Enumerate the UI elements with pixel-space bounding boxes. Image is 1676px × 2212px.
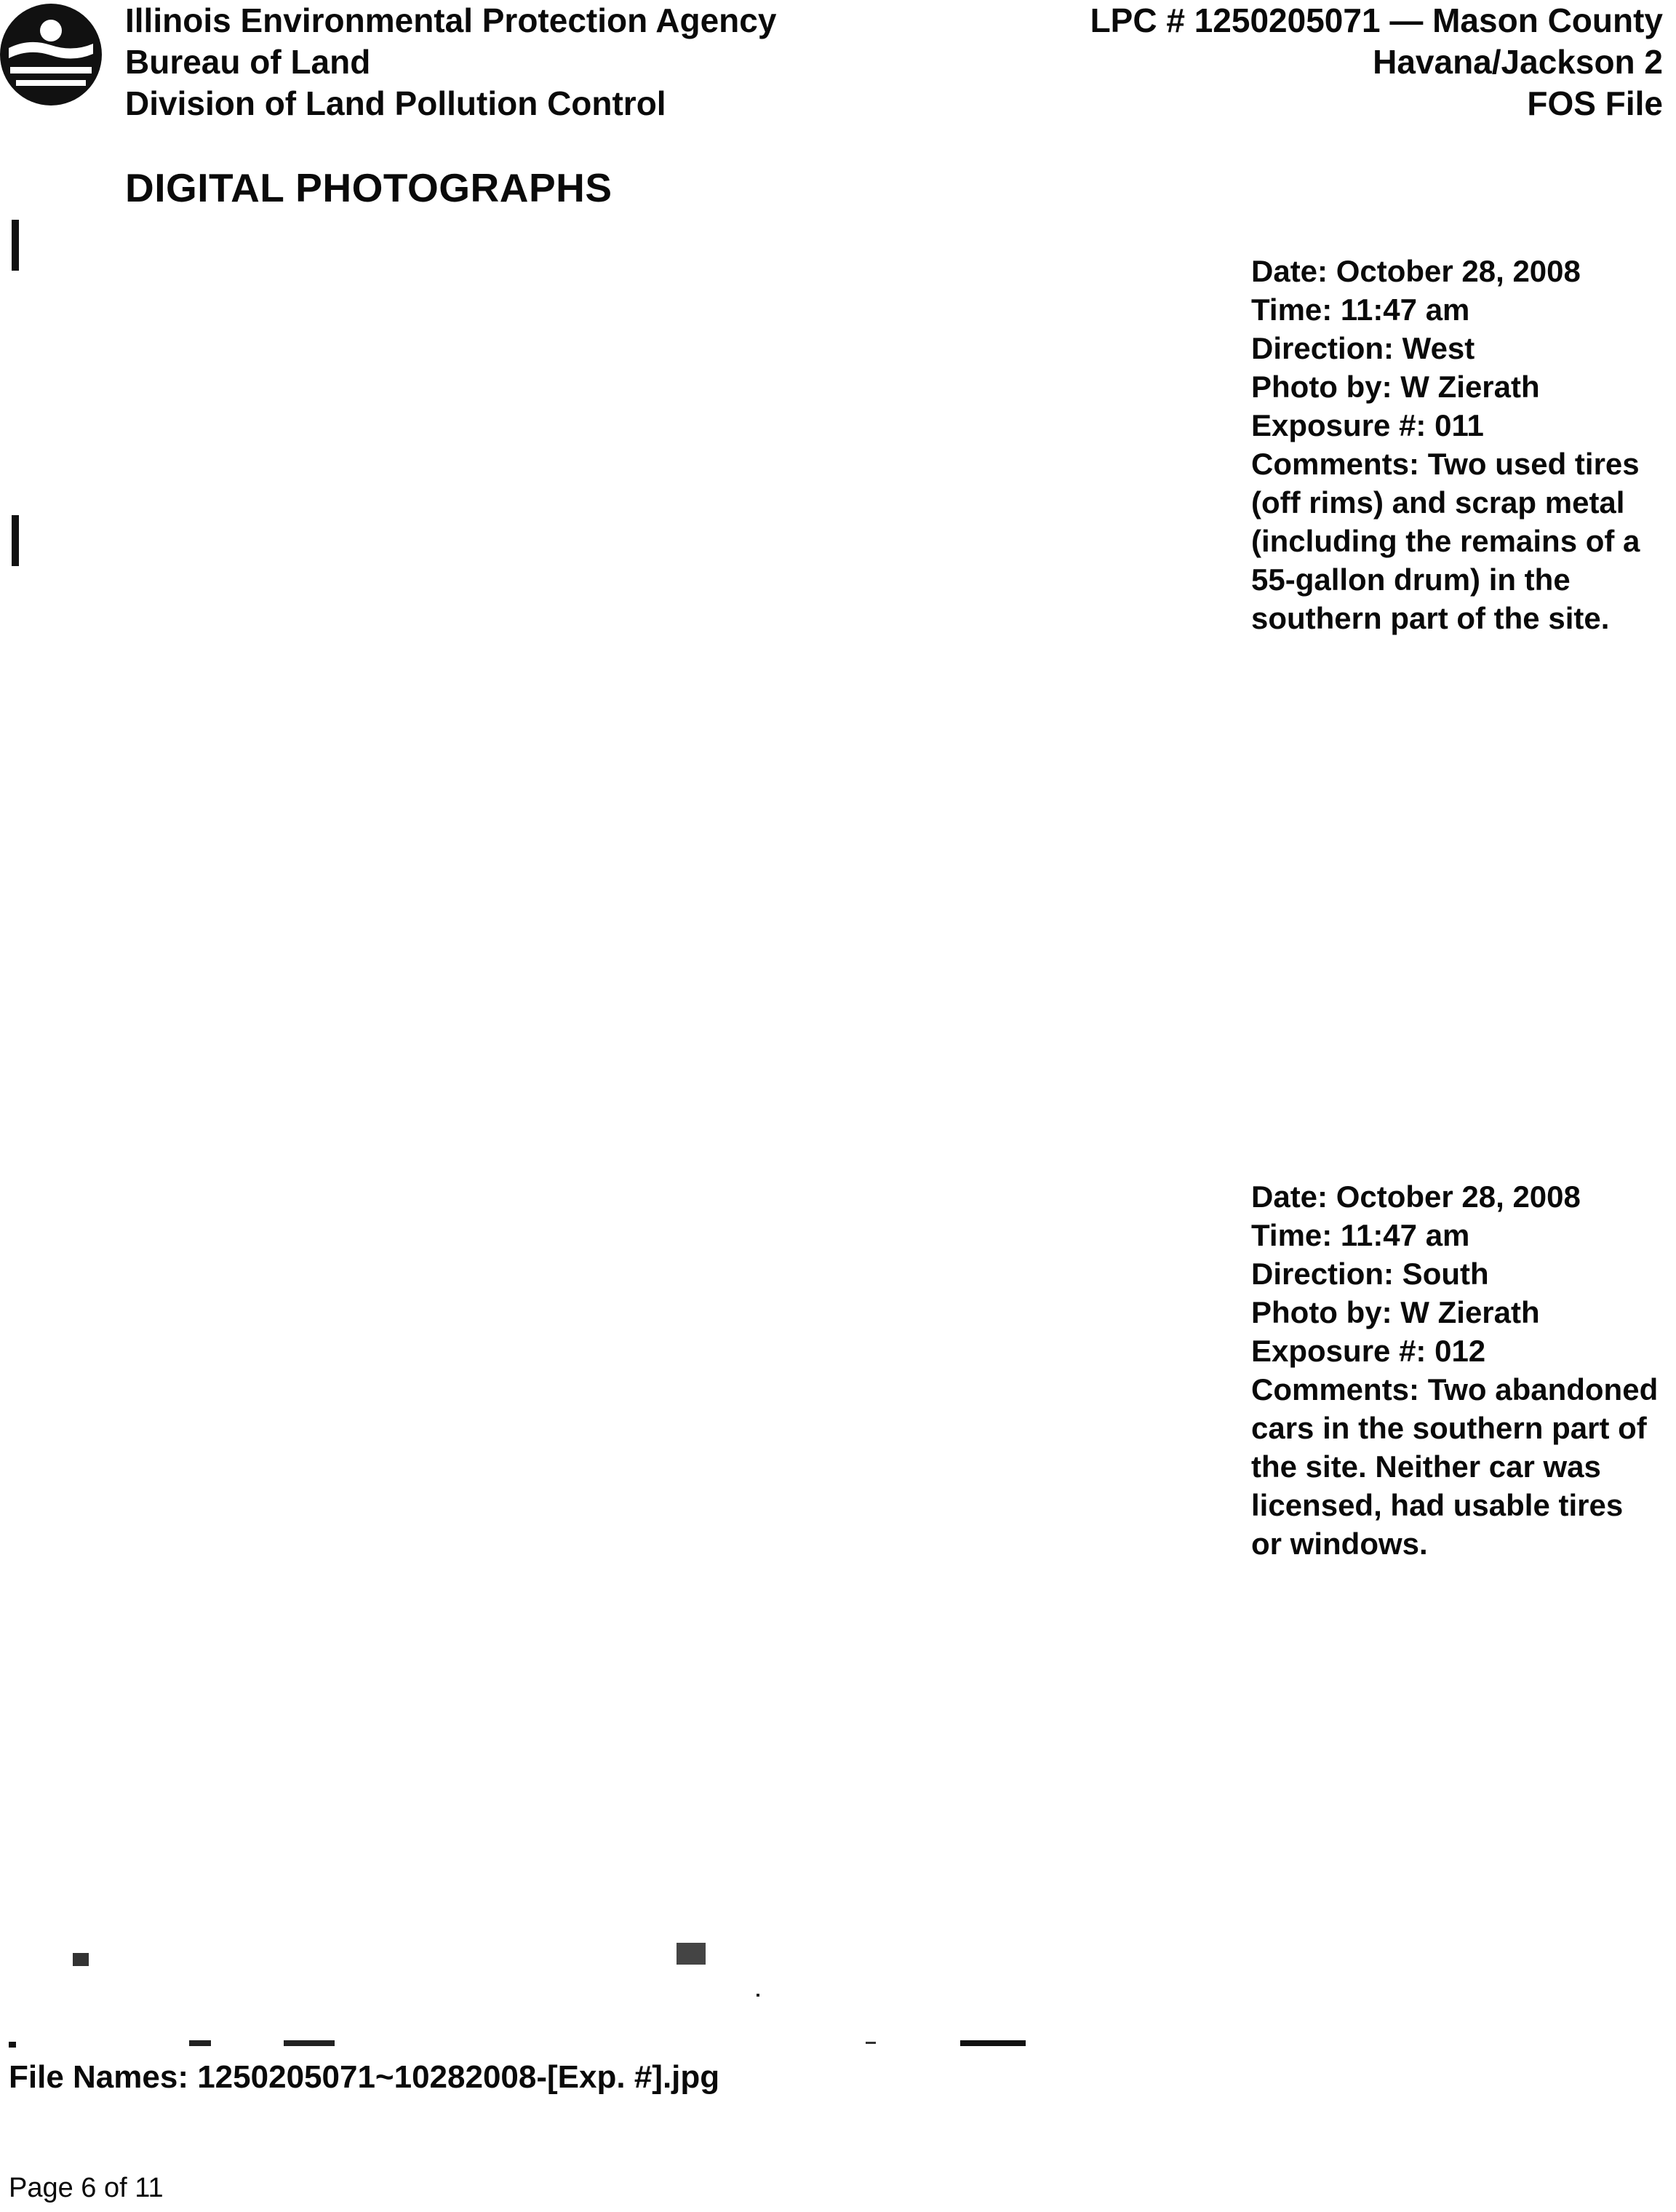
agency-block bbox=[125, 0, 776, 124]
photo-date: Date: October 28, 2008 bbox=[1251, 254, 1581, 288]
photo-time: Time: 11:47 am bbox=[1251, 1218, 1470, 1252]
scan-artifacts bbox=[0, 1936, 1091, 2052]
photo-comments: Comments: Two used tires (off rims) and scrap metal (including the remains of a 55-gallon drum) in the southern part of the site. bbox=[1251, 447, 1640, 635]
file-type: FOS File bbox=[1527, 84, 1663, 122]
photo-date: Date: October 28, 2008 bbox=[1251, 1179, 1581, 1214]
photo-direction: Direction: South bbox=[1251, 1257, 1489, 1291]
lpc-number: LPC # 1250205071 — Mason County bbox=[1090, 1, 1663, 39]
site-name: Havana/Jackson 2 bbox=[1373, 43, 1663, 81]
photo-direction: Direction: West bbox=[1251, 331, 1475, 365]
file-names: File Names: 1250205071~10282008-[Exp. #].jpg bbox=[9, 2059, 720, 2095]
division-name: Division of Land Pollution Control bbox=[125, 84, 666, 122]
agency-name: Illinois Environmental Protection Agency bbox=[125, 1, 777, 39]
page-number: Page 6 of 11 bbox=[9, 2173, 164, 2203]
bureau-name: Bureau of Land bbox=[125, 43, 371, 81]
scan-mark bbox=[12, 515, 19, 566]
photo-by: Photo by: W Zierath bbox=[1251, 1295, 1540, 1329]
file-info-block bbox=[935, 0, 1663, 124]
photo-comments: Comments: Two abandoned cars in the southern part of the site. Neither car was licensed, had usable tires or windows. bbox=[1251, 1372, 1659, 1561]
photo-caption-1 bbox=[1251, 252, 1659, 637]
photo-caption-2 bbox=[1251, 1177, 1659, 1563]
scan-mark bbox=[12, 220, 19, 271]
page-title: DIGITAL PHOTOGRAPHS bbox=[125, 165, 612, 210]
photo-exposure: Exposure #: 012 bbox=[1251, 1334, 1486, 1368]
photo-by: Photo by: W Zierath bbox=[1251, 370, 1540, 404]
photo-time: Time: 11:47 am bbox=[1251, 293, 1470, 327]
illinois-epa-logo-icon bbox=[0, 0, 109, 109]
photo-exposure: Exposure #: 011 bbox=[1251, 408, 1484, 442]
